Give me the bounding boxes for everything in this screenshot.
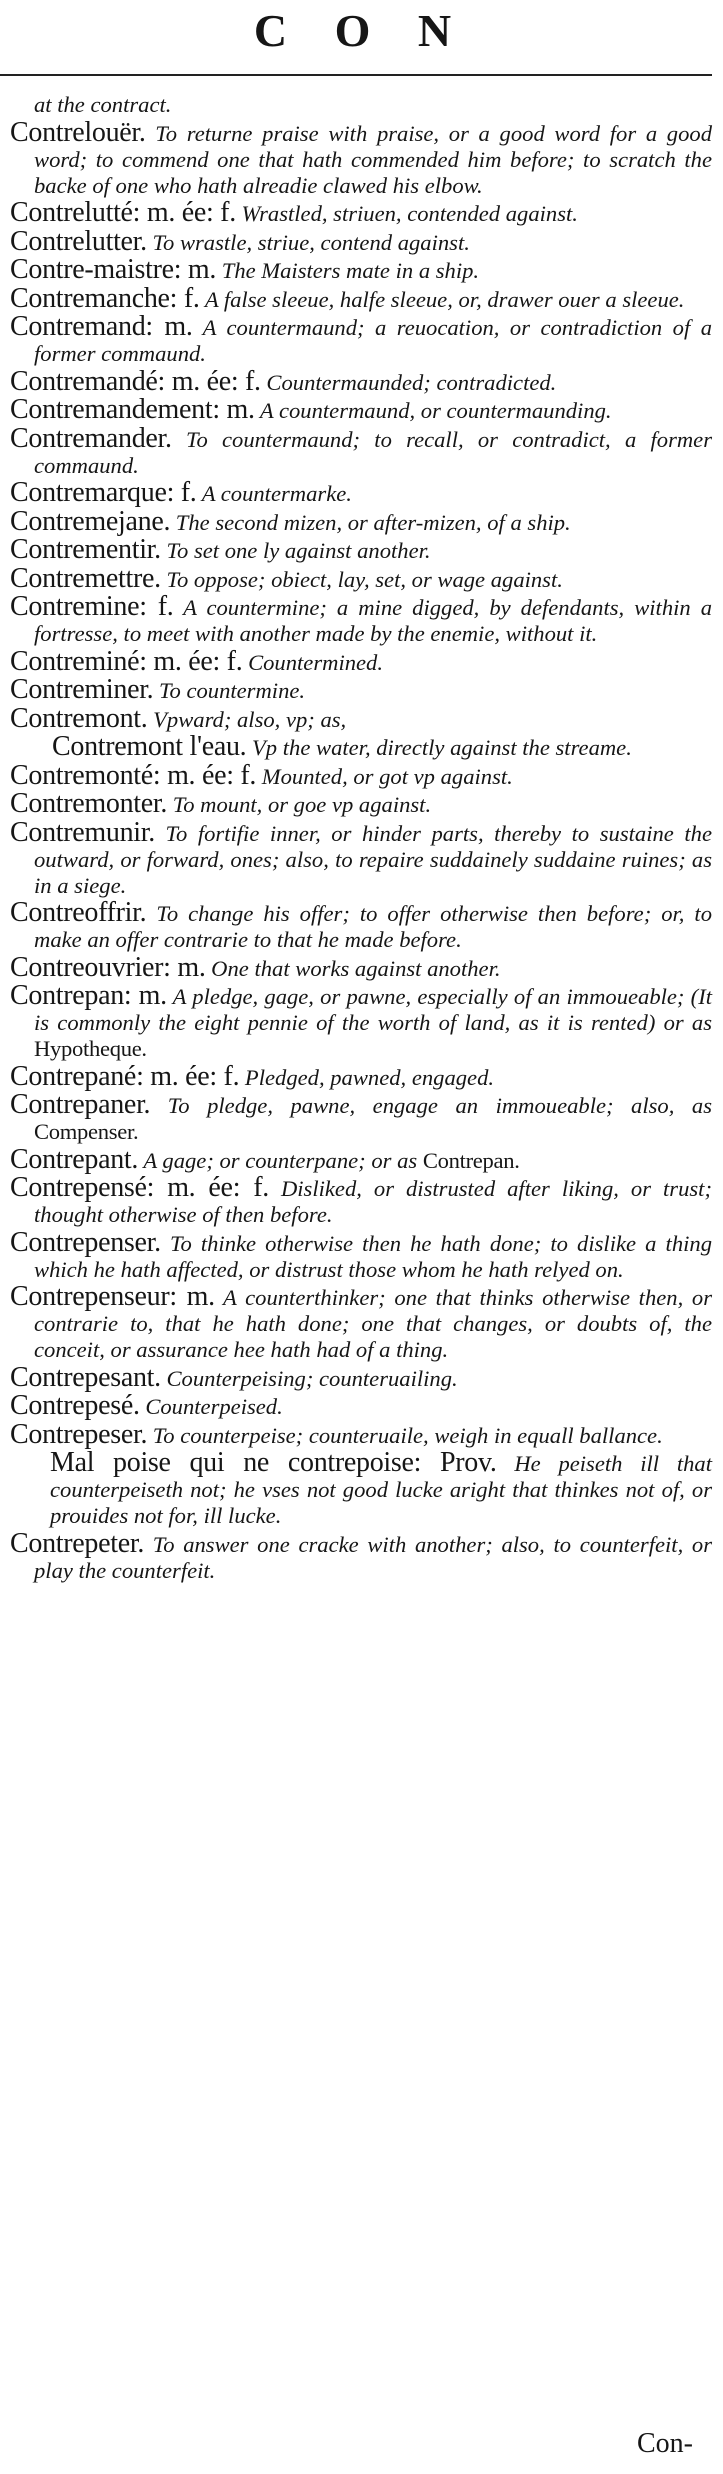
entry-gloss: He peiseth ill that counterpeiseth not; he vses not good lucke aright that thinkes not of, or prouides not for, ill lucke. <box>50 1451 712 1528</box>
dictionary-entry <box>0 311 712 367</box>
entry-headword: Contrepensé: m. ée: f. <box>10 1172 269 1203</box>
entry-headword: Mal poise qui ne contrepoise: Prov. <box>50 1447 497 1478</box>
entry-headword: Contrepesé. <box>10 1390 140 1421</box>
entry-headword: Contreoffrir. <box>10 897 147 928</box>
entry-gloss: Counterpeised. <box>139 1394 283 1419</box>
entry-gloss: To returne praise with praise, or a good word for a good word; to commend one that hath commended him before; to scratch the backe of one who hath alreadie clawed his elbow. <box>34 120 712 198</box>
entry-cross-reference: Hypotheque. <box>34 1036 147 1061</box>
entry-headword: Contrelutté: m. ée: f. <box>10 197 236 228</box>
dictionary-entry <box>0 116 712 199</box>
entry-headword: Contreminer. <box>10 674 154 705</box>
catchword: Con- <box>637 2428 693 2459</box>
dictionary-entry <box>0 1527 712 1584</box>
entry-headword: Contremarque: f. <box>10 477 197 508</box>
entry-gloss: To set one ly against another. <box>160 538 431 563</box>
entry-headword: Contremettre. <box>10 562 161 594</box>
dictionary-entry <box>0 505 712 537</box>
entry-headword: Contre-maistre: m. <box>10 254 217 285</box>
dictionary-entry <box>0 674 712 705</box>
dictionary-entry <box>0 197 712 228</box>
entry-headword: Contreouvrier: m. <box>10 951 206 983</box>
entry-list <box>0 92 712 1585</box>
entry-gloss: To wrastle, striue, contend against. <box>146 229 470 255</box>
entry-gloss: To countermine. <box>153 678 306 703</box>
entry-gloss: Disliked, or distrusted after liking, or trust; thought otherwise of then before. <box>34 1176 712 1227</box>
entry-headword: Contrelouër. <box>10 116 146 148</box>
entry-gloss: A countermine; a mine digged, by defendants, within a fortresse, to meet with another made by the enemie, without it. <box>34 595 712 646</box>
entry-headword: Contremonté: m. ée: f. <box>10 759 257 791</box>
entry-headword: Contrepeser. <box>10 1418 148 1450</box>
entry-headword: Contremandement: m. <box>10 394 255 425</box>
entry-headword: Contrepané: m. ée: f. <box>10 1060 240 1092</box>
dictionary-entry <box>0 1390 712 1421</box>
entry-headword: Contremonter. <box>10 788 168 819</box>
dictionary-entry <box>0 92 712 118</box>
dictionary-entry <box>0 477 712 508</box>
dictionary-entry <box>0 731 712 762</box>
dictionary-entry <box>0 1172 712 1228</box>
entry-headword: Contremand: m. <box>10 311 193 342</box>
entry-gloss: Pledged, pawned, engaged. <box>239 1064 495 1090</box>
entry-gloss: To fortifie inner, or hinder parts, thereby to sustaine the outward, or forward, ones; also, to repaire suddainely suddaine ruines; as in a siege. <box>34 820 712 898</box>
entry-gloss: To counterpeise; counteruaile, weigh in equall ballance. <box>147 1422 663 1448</box>
dictionary-entry <box>0 562 712 594</box>
entry-gloss: Mounted, or got vp against. <box>256 763 513 789</box>
dictionary-entry <box>0 422 712 479</box>
entry-gloss: Wrastled, striuen, contended against. <box>235 201 578 226</box>
entry-gloss: Countermined. <box>242 649 383 675</box>
dictionary-entry <box>0 1143 712 1175</box>
dictionary-entry <box>0 254 712 285</box>
entry-gloss: One that works against another. <box>205 955 501 981</box>
entry-gloss: To countermaund; to recall, or contradict, a former commaund. <box>34 426 712 478</box>
entry-gloss: at the contract. <box>34 92 172 117</box>
entry-gloss: To answer one cracke with another; also, to counterfeit, or play the counterfeit. <box>34 1531 712 1583</box>
entry-gloss: Countermaunded; contradicted. <box>260 369 557 395</box>
header-rule <box>0 74 712 76</box>
entry-cross-reference: Contrepan. <box>422 1147 520 1173</box>
dictionary-entry <box>0 1418 712 1450</box>
entry-headword: Contremunir. <box>10 816 155 848</box>
entry-cross-reference: Compenser. <box>34 1119 139 1144</box>
dictionary-entry <box>0 591 712 647</box>
entry-headword: Contrepaner. <box>10 1089 151 1120</box>
entry-headword: Contrelutter. <box>10 225 147 257</box>
entry-gloss: A countermaund, or countermaunding. <box>254 398 612 423</box>
entry-gloss: The Maisters mate in a ship. <box>216 258 480 283</box>
dictionary-entry <box>0 534 712 565</box>
dictionary-entry <box>0 816 712 899</box>
entry-headword: Contrepenser. <box>10 1226 161 1258</box>
entry-headword: Contrepeter. <box>10 1527 145 1559</box>
dictionary-entry <box>0 282 712 314</box>
entry-gloss: A countermaund; a reuocation, or contradiction of a former commaund. <box>34 315 712 366</box>
entry-gloss: To change his offer; to offer otherwise then before; or, to make an offer contrarie to that he made before. <box>34 901 712 952</box>
entry-gloss: Counterpeising; counteruailing. <box>160 1365 458 1391</box>
entry-headword: Contrepan: m. <box>10 980 167 1011</box>
entry-headword: Contreminé: m. ée: f. <box>10 645 243 677</box>
dictionary-entry <box>0 1281 712 1363</box>
dictionary-entry <box>0 645 712 677</box>
entry-headword: Contremont l'eau. <box>52 731 247 762</box>
entry-headword: Contremont. <box>10 702 148 734</box>
entry-headword: Contremanche: f. <box>10 282 200 314</box>
entry-gloss: To oppose; obiect, lay, set, or wage against. <box>160 566 563 592</box>
entry-gloss: To thinke otherwise then he hath done; to dislike a thing which he hath affected, or distrust those whom he hath relyed on. <box>34 1230 712 1282</box>
running-head: C O N <box>253 5 470 56</box>
dictionary-entry <box>0 1447 712 1529</box>
entry-gloss: To pledge, pawne, engage an immoueable; also, as <box>150 1093 712 1118</box>
dictionary-entry <box>0 365 712 397</box>
entry-gloss: A gage; or counterpane; or as <box>138 1147 423 1173</box>
dictionary-entry <box>0 1060 712 1092</box>
entry-gloss: A false sleeue, halfe sleeue, or, drawer ouer a sleeue. <box>199 286 685 312</box>
dictionary-entry <box>0 788 712 819</box>
entry-gloss: A counterthinker; one that thinks otherwise then, or contrarie to, that he hath done; one that changes, or doubts of, the conceit, or assurance hee hath had of a thing. <box>34 1285 712 1362</box>
dictionary-entry <box>0 1089 712 1145</box>
dictionary-entry <box>0 394 712 425</box>
dictionary-entry <box>0 1226 712 1283</box>
entry-gloss: Vpward; also, vp; as, <box>147 706 347 732</box>
entry-gloss: A countermarke. <box>196 481 352 506</box>
entry-gloss: The second mizen, or after-mizen, of a ship. <box>170 509 571 535</box>
dictionary-entry <box>0 951 712 983</box>
entry-gloss: Vp the water, directly against the streame. <box>246 735 632 760</box>
entry-headword: Contrepenseur: m. <box>10 1281 215 1312</box>
entry-headword: Contremandé: m. ée: f. <box>10 365 261 397</box>
entry-headword: Contremander. <box>10 422 172 454</box>
dictionary-entry <box>0 897 712 953</box>
entry-headword: Contremine: f. <box>10 591 174 622</box>
entry-gloss: To mount, or goe vp against. <box>167 792 432 817</box>
dictionary-entry <box>0 702 712 734</box>
dictionary-entry <box>0 225 712 257</box>
entry-headword: Contremejane. <box>10 505 171 537</box>
dictionary-entry <box>0 1361 712 1393</box>
dictionary-entry <box>0 980 712 1062</box>
entry-headword: Contrepant. <box>10 1143 139 1175</box>
entry-gloss: A pledge, gage, or pawne, especially of an immoueable; (It is commonly the eight pennie of the worth of land, as it is rented) or as <box>34 984 712 1035</box>
dictionary-entry <box>0 759 712 791</box>
entry-headword: Contrepesant. <box>10 1361 161 1393</box>
entry-headword: Contrementir. <box>10 534 161 565</box>
